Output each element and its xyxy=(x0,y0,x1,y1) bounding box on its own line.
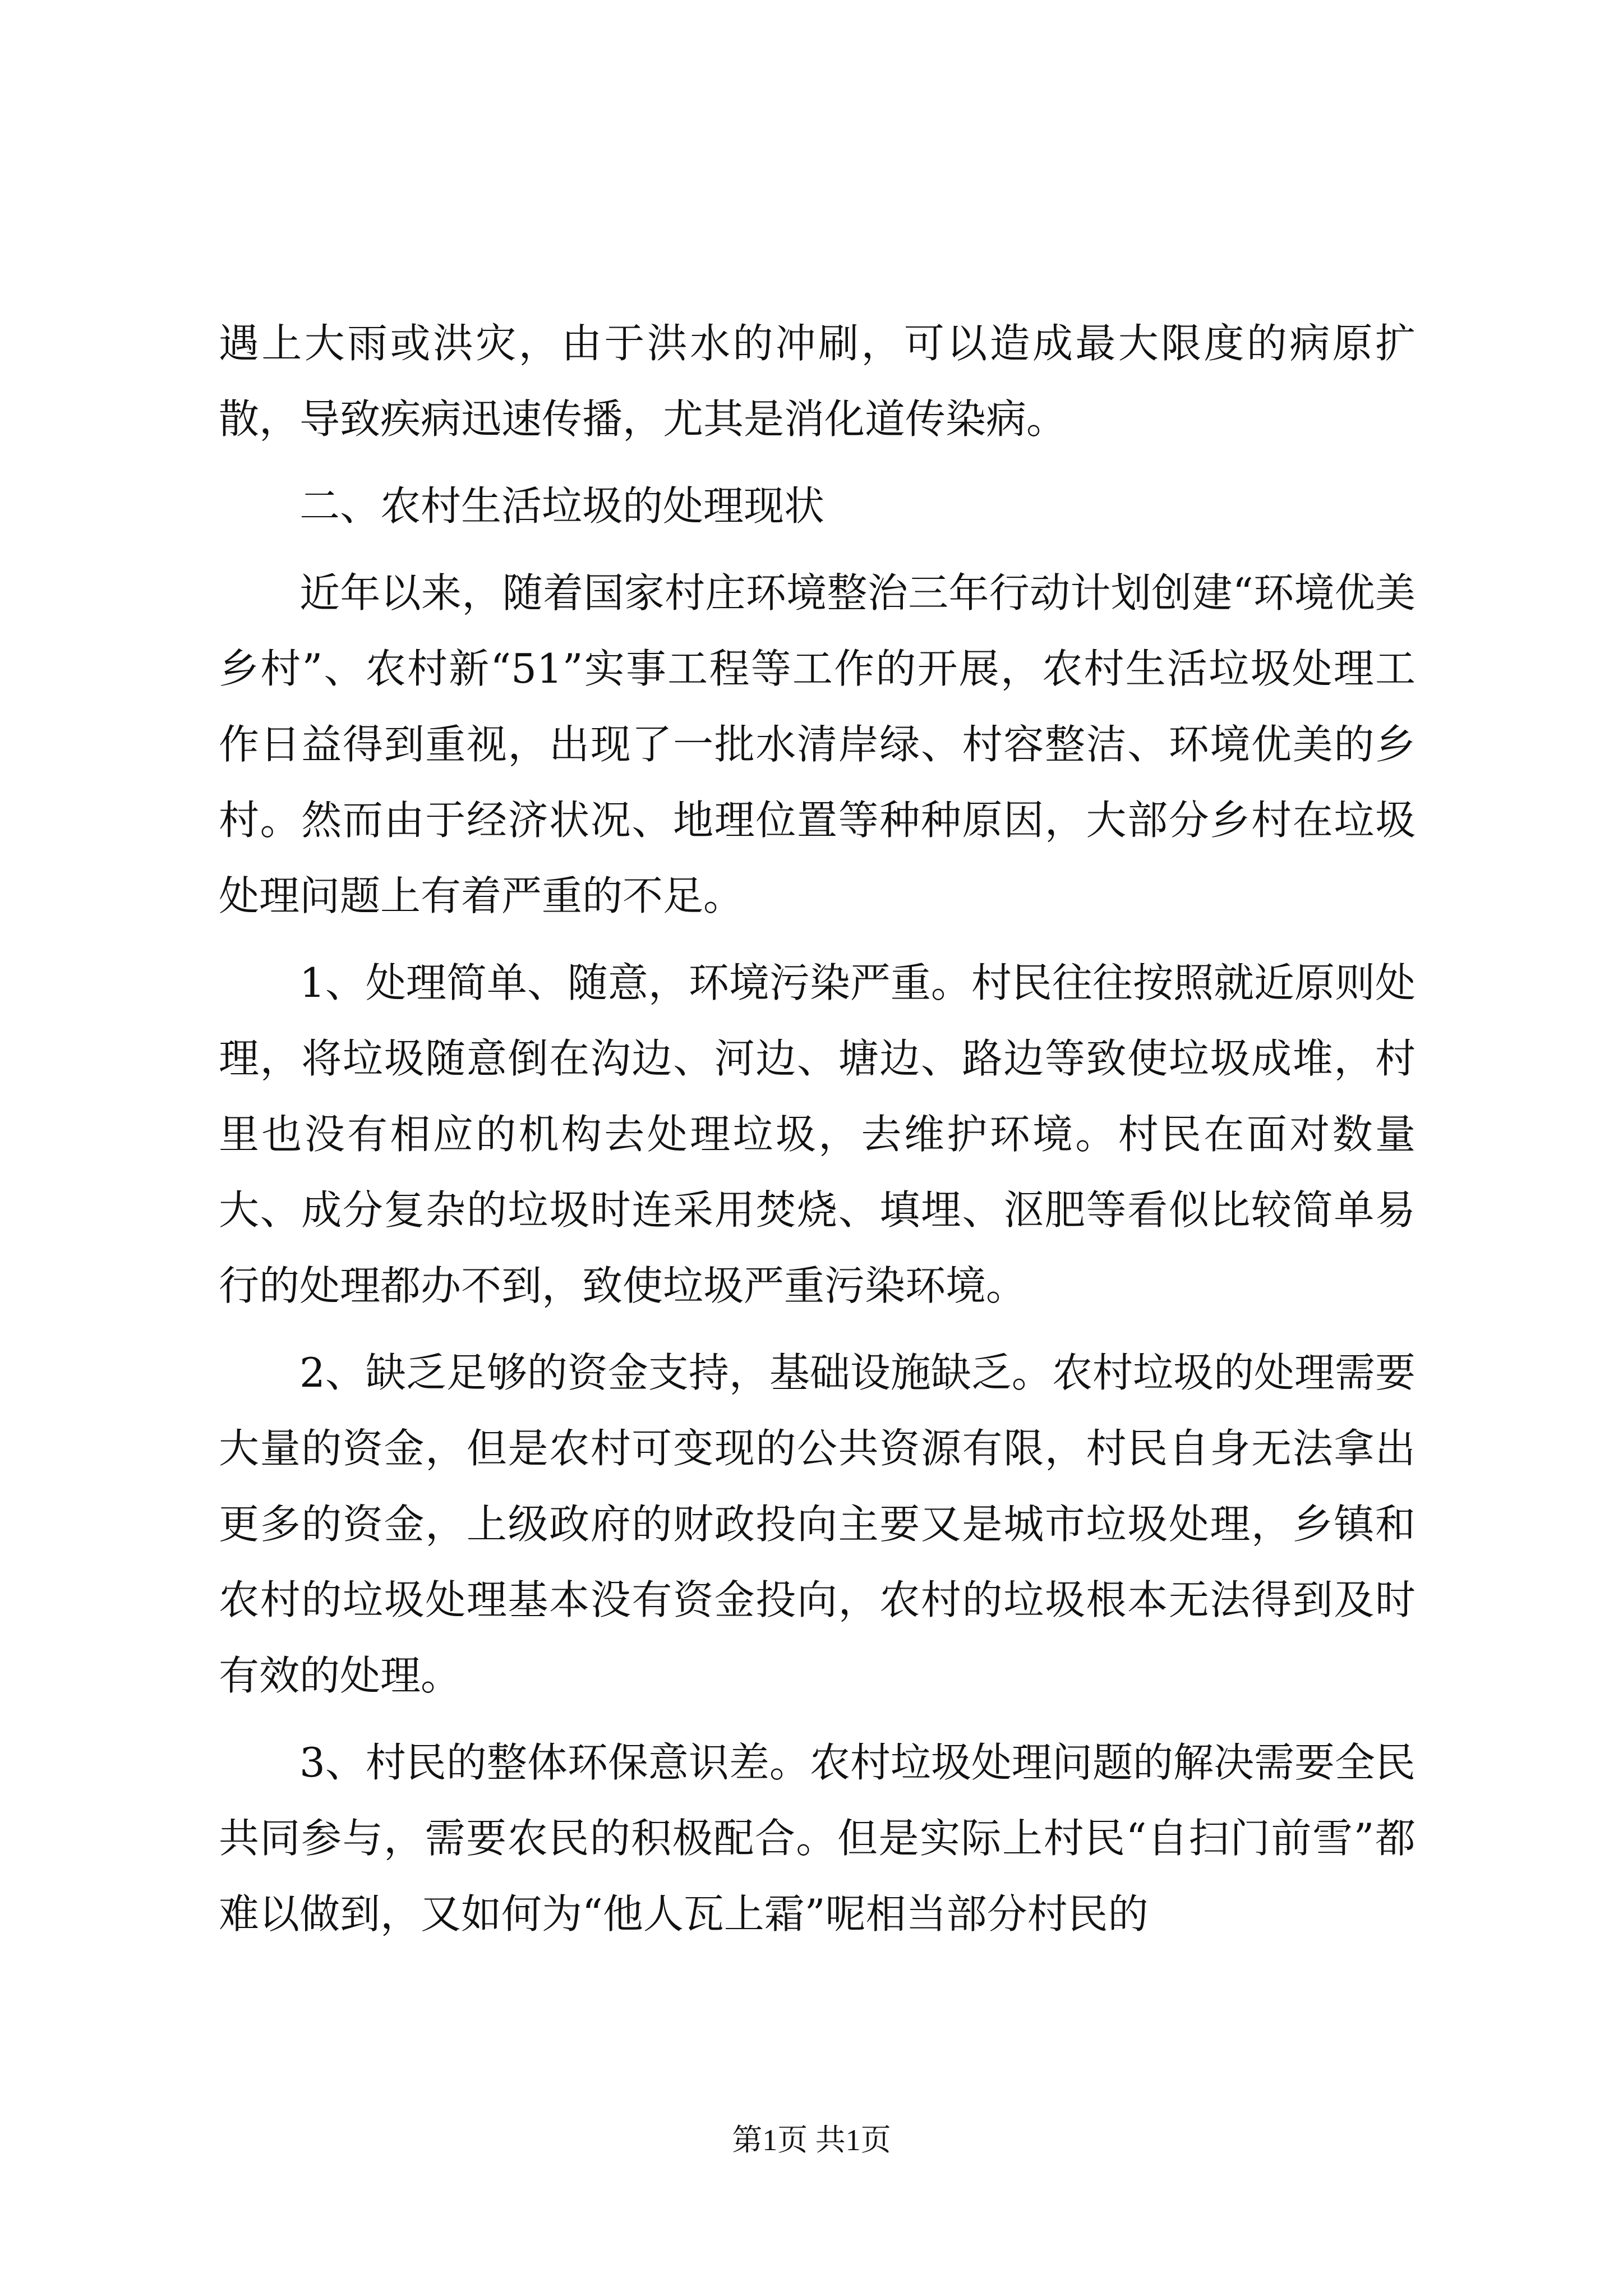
document-body xyxy=(219,306,1415,1963)
page-footer: 第1页 共1页 xyxy=(732,2123,891,2157)
paragraph: 1、处理简单、随意，环境污染严重。村民往往按照就近原则处理，将垃圾随意倒在沟边、河边、塘边、路边等致使垃圾成堆，村里也没有相应的机构去处理垃圾，去维护环境。村民在面对数量大、成分复杂的垃圾时连采用焚烧、填埋、沤肥等看似比较简单易行的处理都办不到，致使垃圾严重污染环境。 xyxy=(219,959,1415,1309)
paragraph: 3、村民的整体环保意识差。农村垃圾处理问题的解决需要全民共同参与，需要农民的积极配合。但是实际上村民“自扫门前雪”都难以做到，又如何为“他人瓦上霜”呢相当部分村民的 xyxy=(219,1739,1415,1938)
paragraph: 近年以来，随着国家村庄环境整治三年行动计划创建“环境优美乡村”、农村新“51”实事工程等工作的开展，农村生活垃圾处理工作日益得到重视，出现了一批水清岸绿、村容整洁、环境优美的乡村。然而由于经济状况、地理位置等种种原因，大部分乡村在垃圾处理问题上有着严重的不足。 xyxy=(219,569,1415,919)
paragraph-continuation: 遇上大雨或洪灾，由于洪水的冲刷，可以造成最大限度的病原扩散，导致疾病迅速传播，尤其是消化道传染病。 xyxy=(219,320,1415,443)
paragraph: 2、缺乏足够的资金支持，基础设施缺乏。农村垃圾的处理需要大量的资金，但是农村可变现的公共资源有限，村民自身无法拿出更多的资金，上级政府的财政投向主要又是城市垃圾处理，乡镇和农村的垃圾处理基本没有资金投向，农村的垃圾根本无法得到及时有效的处理。 xyxy=(219,1349,1415,1699)
section-heading: 二、农村生活垃圾的处理现状 xyxy=(299,482,825,530)
